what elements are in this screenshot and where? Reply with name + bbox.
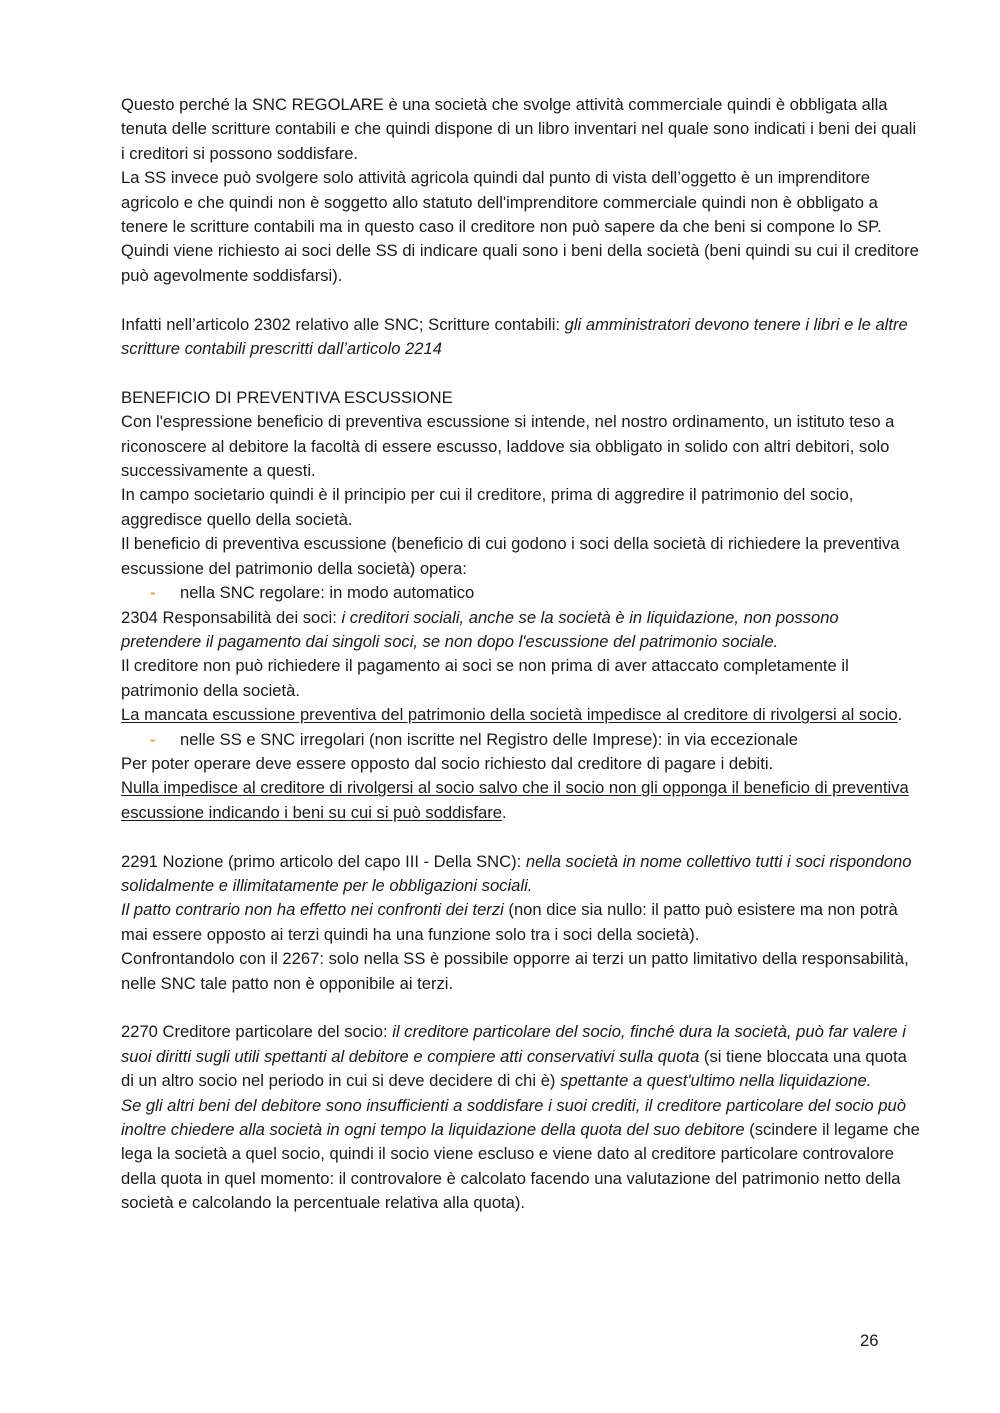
spacer [121,996,921,1020]
text: . [897,705,903,725]
text: . [501,802,507,822]
list-item [121,581,921,605]
quote-italic: i creditori sociali, anche se la società è in liquidazione, non possono pretendere il pagamento dai singoli soci, se non dopo l'escussione del patrimonio sociale. [121,607,839,651]
paragraph-nulla-impedisce [121,776,921,825]
text: 2291 Nozione (primo articolo del capo III - Della SNC): [121,851,526,871]
text: (si tiene bloccata una quota di un altro socio nel periodo in cui si deve decidere di chi è) [121,1046,907,1091]
spacer [121,825,921,849]
list-item [121,728,921,752]
paragraph-art-2304 [121,606,921,655]
quote-italic: Il patto contrario non ha effetto nei confronti dei terzi [121,900,504,920]
paragraph-beneficio: Il beneficio di preventiva escussione (beneficio di cui godono i soci della società di richiedere la preventiva escussione del patrimonio della società) opera: [121,534,900,578]
list-item-text: nella SNC regolare: in modo automatico [180,583,475,603]
paragraph-definition: Con l'espressione beneficio di preventiva escussione si intende, nel nostro ordinamento, un istituto teso a riconoscere al debitore la facoltà di essere escusso, laddove sia obbligato in solido con altri debitori, solo successivamente a questi. [121,412,895,481]
paragraph-snc-regolare: Questo perché la SNC REGOLARE è una società che svolge attività commerciale quindi è obbligata alla tenuta delle scritture contabili e che quindi dispone di un libro inventari nel quale sono indicati i beni dei quali i creditori si possono soddisfare. [121,95,917,163]
quote-italic: il creditore particolare del socio, finché dura la società, può far valere i suoi diritti sugli utili spettanti al debitore e compiere atti conservativi sulla quota [121,1022,906,1066]
paragraph-art-2270 [121,1020,921,1093]
section-heading: BENEFICIO DI PREVENTIVA ESCUSSIONE [121,387,453,407]
text: (scindere il legame che lega la società a quel socio, quindi il socio viene escluso e viene dato al creditore particolare controvalore della quota in quel momento: il controvalore è calcolato facendo una valutazione del patrimonio netto della società e calcolando la percentuale relativa alla quota). [121,1120,920,1213]
paragraph-ss: La SS invece può svolgere solo attività agricola quindi dal punto di vista dell’oggetto è un imprenditore agricolo e che quindi non è soggetto allo statuto dell'imprenditore commerciale quindi non è obbligato a tenere le scritture contabili ma in questo caso il creditore non può sapere da che beni si compone lo SP. Quindi viene richiesto ai soci delle SS di indicare quali sono i beni della società (beni quindi su cui il creditore può agevolmente soddisfarsi). [121,168,919,285]
text: Infatti nell’articolo 2302 relativo alle SNC; Scritture contabili: [121,314,565,334]
paragraph-patto-contrario [121,898,921,947]
spacer [121,288,921,312]
bullet-marker: - [150,583,156,603]
underlined-text: Nulla impedisce al creditore di rivolgersi al socio salvo che il socio non gli opponga il beneficio di preventiva escussione indicando i beni su cui si può soddisfare [121,778,909,822]
paragraph-societario: In campo societario quindi è il principio per cui il creditore, prima di aggredire il patrimonio del socio, aggredisce quello della società. [121,485,854,529]
quote-italic: gli amministratori devono tenere i libri e le altre scritture contabili prescritti dall’articolo 2214 [121,314,908,359]
paragraph-confronto-2267: Confrontandolo con il 2267: solo nella SS è possibile opporre ai terzi un patto limitativo della responsabilità, nelle SNC tale patto non è opponibile ai terzi. [121,949,909,993]
bullet-marker: - [150,729,156,749]
paragraph-mancata-escussione [121,703,921,727]
quote-italic: spettante a quest'ultimo nella liquidazione. [560,1071,872,1091]
paragraph-art-2291 [121,850,921,899]
paragraph-liquidazione-quota [121,1094,921,1216]
underlined-text: La mancata escussione preventiva del patrimonio della società impedisce al creditore di rivolgersi al socio [121,705,898,725]
list-item-text: nelle SS e SNC irregolari (non iscritte nel Registro delle Imprese): in via eccezionale [180,729,798,749]
paragraph-opposto: Per poter operare deve essere opposto dal socio richiesto dal creditore di pagare i debiti. [121,753,774,773]
text: 2304 Responsabilità dei soci: [121,607,342,627]
paragraph-art-2302 [121,313,921,362]
page-number: 26 [860,1331,879,1350]
document-page [121,93,921,1216]
quote-italic: nella società in nome collettivo tutti i soci rispondono solidalmente e illimitatamente per le obbligazioni sociali. [121,851,912,895]
text: (non dice sia nullo: il patto può esistere ma non potrà mai essere opposto ai terzi quindi ha una funzione solo tra i soci della società). [121,900,898,944]
paragraph-creditore: Il creditore non può richiedere il pagamento ai soci se non prima di aver attaccato completamente il patrimonio della società. [121,656,849,700]
spacer [121,361,921,385]
text: 2270 Creditore particolare del socio: [121,1022,393,1042]
quote-italic: Se gli altri beni del debitore sono insufficienti a soddisfare i suoi crediti, il creditore particolare del socio può inoltre chiedere alla società in ogni tempo la liquidazione della quota del suo debitore [121,1095,906,1139]
